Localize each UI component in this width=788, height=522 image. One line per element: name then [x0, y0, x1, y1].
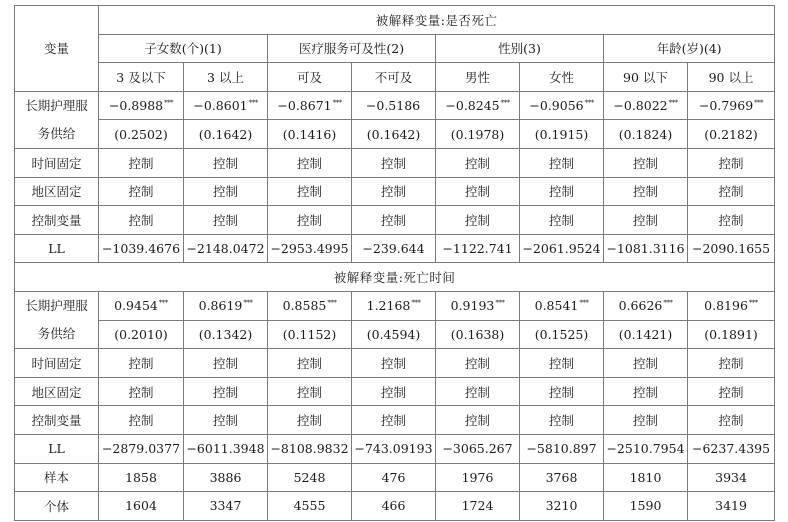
control-cell: 控制 — [268, 377, 352, 406]
se-cell: (0.4594) — [352, 320, 436, 349]
header-row-1 — [15, 6, 775, 35]
sample-cell: 3768 — [520, 463, 604, 492]
se-cell: (0.1421) — [604, 320, 688, 349]
ll-cell: −6011.3948 — [184, 434, 268, 463]
significance-stars: *** — [158, 299, 168, 308]
control-cell: 控制 — [184, 177, 268, 206]
significance-stars: *** — [584, 99, 594, 108]
control-cell: 控制 — [268, 177, 352, 206]
ll-cell: −3065.267 — [436, 434, 520, 463]
significance-stars: *** — [248, 99, 258, 108]
control-cell: 控制 — [688, 206, 775, 235]
sample-cell: 3886 — [184, 463, 268, 492]
ll-cell: −2879.0377 — [99, 434, 184, 463]
control-cell: 控制 — [688, 406, 775, 435]
control-cell: 控制 — [184, 148, 268, 177]
variable-header: 变量 — [15, 6, 99, 92]
coef-value: −0.9056 — [529, 98, 584, 114]
control-cell: 控制 — [604, 148, 688, 177]
s1-ll-row — [15, 234, 775, 263]
individual-cell: 3347 — [184, 492, 268, 521]
se-cell: (0.1416) — [268, 120, 352, 149]
se-cell: (0.1638) — [436, 320, 520, 349]
s1-control-vars-row — [15, 206, 775, 235]
control-cell: 控制 — [436, 206, 520, 235]
ll-cell: −1122.741 — [436, 234, 520, 263]
se-cell: (0.1525) — [520, 320, 604, 349]
significance-stars: *** — [663, 299, 673, 308]
se-cell: (0.1891) — [688, 320, 775, 349]
significance-stars: *** — [411, 299, 421, 308]
s2-coef-row — [15, 291, 775, 320]
ll-cell: −2510.7954 — [604, 434, 688, 463]
coef-cell — [352, 91, 436, 120]
coef-cell — [436, 91, 520, 120]
time-fixed-label: 时间固定 — [15, 349, 99, 378]
control-cell: 控制 — [99, 206, 184, 235]
coef-value: −0.5186 — [365, 98, 421, 114]
coef-value: 0.8541 — [534, 298, 579, 314]
coef-value: −0.8245 — [445, 98, 500, 114]
ll-cell: −6237.4395 — [688, 434, 775, 463]
header-row-3 — [15, 63, 775, 92]
subgroup-header: 90 以上 — [688, 63, 775, 92]
coef-value: 0.8196 — [704, 298, 748, 314]
control-cell: 控制 — [184, 377, 268, 406]
coef-cell — [688, 291, 775, 320]
ll-cell: −1081.3116 — [604, 234, 688, 263]
coef-value: −0.7969 — [698, 98, 754, 114]
s2-se-row — [15, 320, 775, 349]
individual-cell: 1724 — [436, 492, 520, 521]
individual-label: 个体 — [15, 492, 99, 521]
ll-cell: −2090.1655 — [688, 234, 775, 263]
significance-stars: *** — [495, 299, 505, 308]
control-cell: 控制 — [99, 377, 184, 406]
ll-cell: −1039.4676 — [99, 234, 184, 263]
significance-stars: *** — [332, 99, 342, 108]
coef-value: −0.8022 — [613, 98, 668, 114]
s2-control-vars-row — [15, 406, 775, 435]
significance-stars: *** — [327, 299, 337, 308]
s2-region-fixed-row — [15, 377, 775, 406]
individual-cell: 4555 — [268, 492, 352, 521]
control-cell: 控制 — [99, 349, 184, 378]
subgroup-header: 女性 — [520, 63, 604, 92]
control-cell: 控制 — [352, 349, 436, 378]
coef-value: 0.9454 — [114, 298, 158, 314]
section2-title-row — [15, 263, 775, 292]
control-cell: 控制 — [268, 349, 352, 378]
group-header: 性别(3) — [436, 34, 604, 63]
coef-value: −0.8671 — [277, 98, 332, 114]
ll-cell: −8108.9832 — [268, 434, 352, 463]
subgroup-header: 3 以上 — [184, 63, 268, 92]
se-cell: (0.1642) — [184, 120, 268, 149]
coef-cell — [436, 291, 520, 320]
control-cell: 控制 — [604, 177, 688, 206]
ltc-label-line2: 务供给 — [37, 125, 76, 141]
se-cell: (0.1642) — [352, 120, 436, 149]
control-cell: 控制 — [520, 177, 604, 206]
significance-stars: *** — [668, 99, 678, 108]
control-cell: 控制 — [604, 377, 688, 406]
coef-cell — [520, 91, 604, 120]
sample-cell: 1976 — [436, 463, 520, 492]
control-cell: 控制 — [352, 177, 436, 206]
coef-cell — [99, 291, 184, 320]
control-cell: 控制 — [520, 148, 604, 177]
s2-sample-row — [15, 463, 775, 492]
subgroup-header: 3 及以下 — [99, 63, 184, 92]
ltc-label-line1: 长期护理服 — [25, 298, 88, 314]
control-cell: 控制 — [436, 377, 520, 406]
section1-title: 被解释变量:是否死亡 — [99, 6, 775, 35]
control-cell: 控制 — [688, 377, 775, 406]
control-cell: 控制 — [184, 206, 268, 235]
control-cell: 控制 — [520, 377, 604, 406]
time-fixed-label: 时间固定 — [15, 148, 99, 177]
control-vars-label: 控制变量 — [15, 406, 99, 435]
control-cell: 控制 — [688, 177, 775, 206]
s1-se-row — [15, 120, 775, 149]
sample-cell: 476 — [352, 463, 436, 492]
se-cell: (0.1152) — [268, 320, 352, 349]
group-header: 子女数(个)(1) — [99, 34, 268, 63]
control-cell: 控制 — [99, 148, 184, 177]
se-cell: (0.1978) — [436, 120, 520, 149]
significance-stars: *** — [164, 99, 174, 108]
s2-time-fixed-row — [15, 349, 775, 378]
subgroup-header: 不可及 — [352, 63, 436, 92]
individual-cell: 1604 — [99, 492, 184, 521]
control-cell: 控制 — [268, 206, 352, 235]
sample-label: 样本 — [15, 463, 99, 492]
sample-cell: 3934 — [688, 463, 775, 492]
control-cell: 控制 — [604, 349, 688, 378]
ll-cell: −2953.4995 — [268, 234, 352, 263]
ll-cell: −2148.0472 — [184, 234, 268, 263]
regression-table-container — [14, 5, 774, 521]
control-cell: 控制 — [352, 148, 436, 177]
coef-cell — [688, 91, 775, 120]
control-cell: 控制 — [352, 377, 436, 406]
sample-cell: 1810 — [604, 463, 688, 492]
region-fixed-label: 地区固定 — [15, 177, 99, 206]
ll-cell: −743.09193 — [352, 434, 436, 463]
se-cell: (0.2502) — [99, 120, 184, 149]
coef-value: −0.8988 — [108, 98, 164, 114]
individual-cell: 466 — [352, 492, 436, 521]
s2-ll-row — [15, 434, 775, 463]
s1-region-fixed-row — [15, 177, 775, 206]
se-cell: (0.2010) — [99, 320, 184, 349]
ll-label: LL — [15, 434, 99, 463]
se-cell: (0.1915) — [520, 120, 604, 149]
regression-table — [14, 5, 775, 521]
coef-value: 0.6626 — [618, 298, 663, 314]
coef-cell — [604, 91, 688, 120]
significance-stars: *** — [754, 99, 764, 108]
individual-cell: 1590 — [604, 492, 688, 521]
control-cell: 控制 — [520, 406, 604, 435]
control-cell: 控制 — [352, 206, 436, 235]
region-fixed-label: 地区固定 — [15, 377, 99, 406]
section2-title: 被解释变量:死亡时间 — [15, 263, 775, 292]
coef-value: 1.2168 — [366, 298, 411, 314]
control-cell: 控制 — [688, 148, 775, 177]
individual-cell: 3210 — [520, 492, 604, 521]
coef-cell — [520, 291, 604, 320]
individual-cell: 3419 — [688, 492, 775, 521]
control-cell: 控制 — [268, 406, 352, 435]
control-cell: 控制 — [436, 349, 520, 378]
ll-cell: −2061.9524 — [520, 234, 604, 263]
subgroup-header: 90 以下 — [604, 63, 688, 92]
se-cell: (0.1824) — [604, 120, 688, 149]
significance-stars: *** — [748, 299, 758, 308]
s2-individual-row — [15, 492, 775, 521]
group-header: 年龄(岁)(4) — [604, 34, 775, 63]
coef-cell — [352, 291, 436, 320]
control-cell: 控制 — [604, 206, 688, 235]
control-cell: 控制 — [520, 349, 604, 378]
ltc-label-line1: 长期护理服 — [25, 97, 88, 113]
coef-value: 0.9193 — [450, 298, 495, 314]
control-cell: 控制 — [268, 148, 352, 177]
control-vars-label: 控制变量 — [15, 206, 99, 235]
ltc-supply-label — [15, 291, 99, 348]
coef-cell — [268, 91, 352, 120]
ll-cell: −239.644 — [352, 234, 436, 263]
coef-value: −0.8601 — [193, 98, 248, 114]
coef-value: 0.8619 — [198, 298, 243, 314]
group-header: 医疗服务可及性(2) — [268, 34, 436, 63]
ll-cell: −5810.897 — [520, 434, 604, 463]
control-cell: 控制 — [184, 406, 268, 435]
significance-stars: *** — [500, 99, 510, 108]
coef-cell — [604, 291, 688, 320]
control-cell: 控制 — [520, 206, 604, 235]
s1-coef-row — [15, 91, 775, 120]
coef-cell — [184, 91, 268, 120]
se-cell: (0.2182) — [688, 120, 775, 149]
header-row-2 — [15, 34, 775, 63]
control-cell: 控制 — [436, 148, 520, 177]
control-cell: 控制 — [436, 406, 520, 435]
control-cell: 控制 — [688, 349, 775, 378]
control-cell: 控制 — [184, 349, 268, 378]
coef-cell — [268, 291, 352, 320]
coef-cell — [184, 291, 268, 320]
control-cell: 控制 — [99, 177, 184, 206]
control-cell: 控制 — [436, 177, 520, 206]
significance-stars: *** — [579, 299, 589, 308]
coef-cell — [99, 91, 184, 120]
subgroup-header: 男性 — [436, 63, 520, 92]
coef-value: 0.8585 — [282, 298, 327, 314]
s1-time-fixed-row — [15, 148, 775, 177]
control-cell: 控制 — [99, 406, 184, 435]
sample-cell: 1858 — [99, 463, 184, 492]
control-cell: 控制 — [604, 406, 688, 435]
control-cell: 控制 — [352, 406, 436, 435]
significance-stars: *** — [243, 299, 253, 308]
ltc-label-line2: 务供给 — [37, 326, 76, 342]
sample-cell: 5248 — [268, 463, 352, 492]
ll-label: LL — [15, 234, 99, 263]
ltc-supply-label — [15, 91, 99, 148]
se-cell: (0.1342) — [184, 320, 268, 349]
subgroup-header: 可及 — [268, 63, 352, 92]
